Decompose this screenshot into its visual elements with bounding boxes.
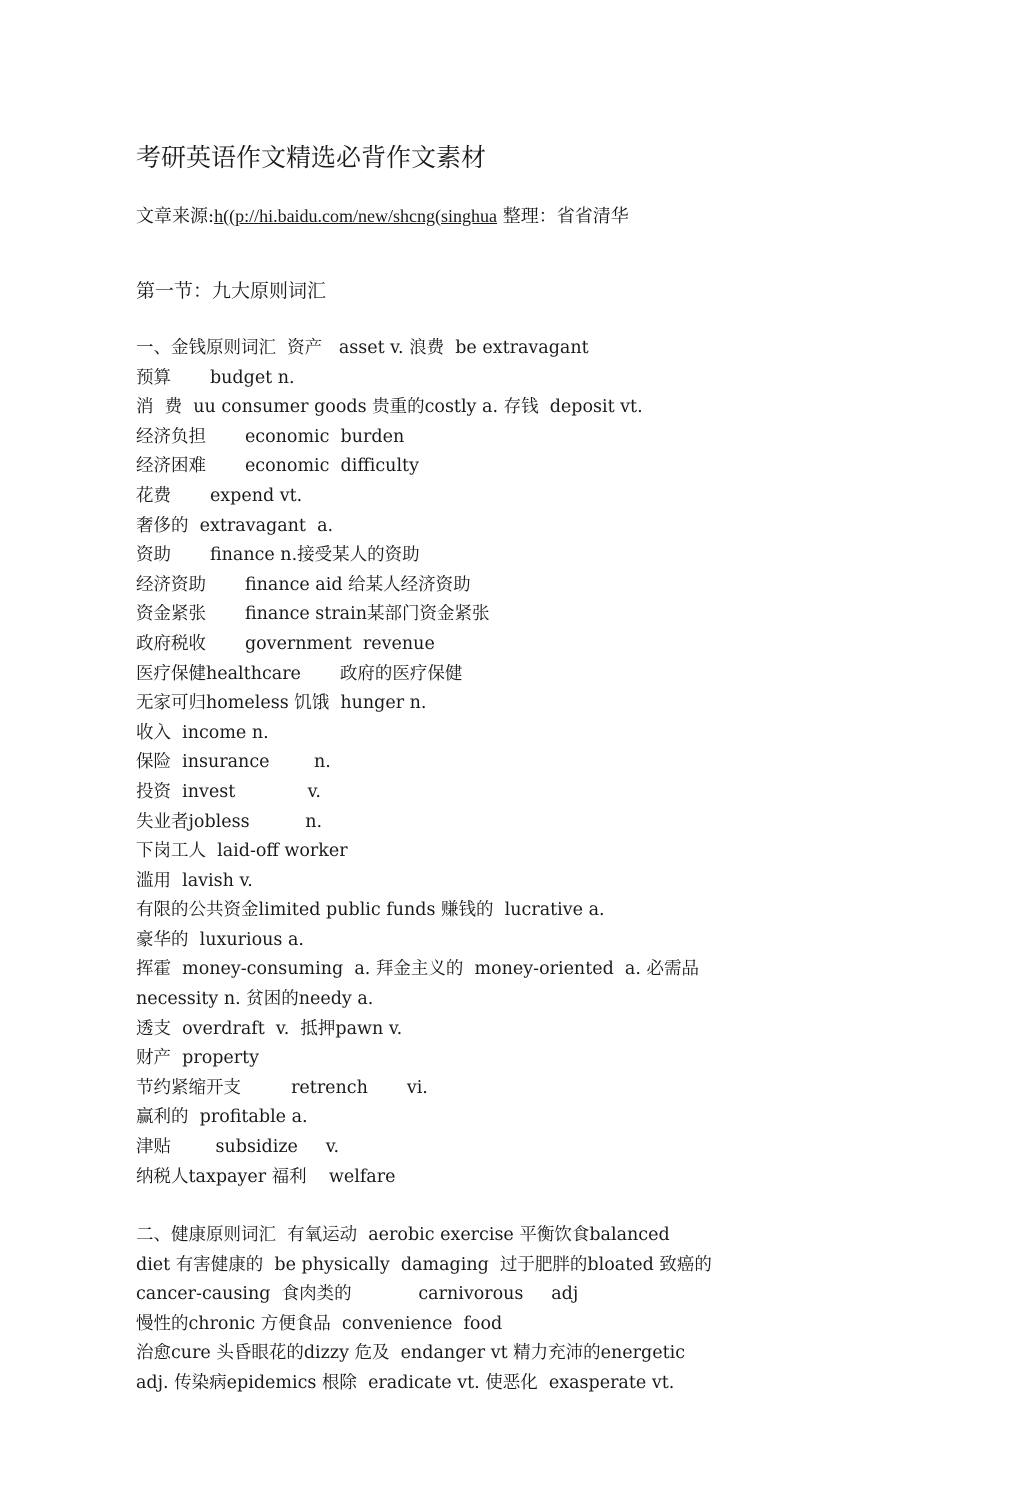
vocab-line: 下岗工人 laid-off worker [136, 841, 348, 862]
vocab-line: 治愈cure 头昏眼花的dizzy 危及 endanger vt 精力充沛的energetic [136, 1343, 686, 1364]
vocab-line: 政府税收 government revenue [136, 633, 435, 654]
health-vocabulary-block [136, 1221, 712, 1399]
vocab-line: cancer-causing 食肉类的 carnivorous adj [136, 1284, 579, 1305]
vocab-line: 投资 invest v. [136, 781, 321, 802]
vocab-line: 资助 finance n.接受某人的资助 [136, 545, 420, 566]
source-suffix: 整理：省省清华 [497, 206, 629, 227]
vocab-line: diet 有害健康的 be physically damaging 过于肥胖的bloated 致癌的 [136, 1254, 712, 1275]
source-link[interactable]: h((p://hi.baidu.com/new/shcng(singhua [214, 206, 498, 226]
vocab-line: 经济困难 economic difficulty [136, 456, 419, 477]
page-title: 考研英语作文精选必背作文素材 [136, 143, 487, 172]
vocab-line: 纳税人taxpayer 福利 welfare [136, 1166, 396, 1187]
vocab-line: 透支 overdraft v. 抵押pawn v. [136, 1018, 403, 1039]
vocab-line: 医疗保健healthcare 政府的医疗保健 [136, 663, 463, 684]
vocab-line: 滥用 lavish v. [136, 870, 253, 891]
vocab-line: 收入 income n. [136, 722, 269, 743]
vocab-line: 经济资助 finance aid 给某人经济资助 [136, 574, 471, 595]
vocab-line: 赢利的 profitable a. [136, 1107, 308, 1128]
vocab-line: 财产 property [136, 1048, 260, 1069]
vocab-line: 保险 insurance n. [136, 752, 331, 773]
vocab-line: 资金紧张 finance strain某部门资金紧张 [136, 604, 490, 625]
vocab-line: 失业者jobless n. [136, 811, 323, 832]
vocab-line: 节约紧缩开支 retrench vi. [136, 1077, 428, 1098]
money-vocabulary-block [136, 334, 699, 1192]
source-line [136, 202, 629, 228]
vocab-line: 慢性的chronic 方便食品 convenience food [136, 1313, 503, 1334]
vocab-line: 花费 expend vt. [136, 485, 303, 506]
vocab-line: 预算 budget n. [136, 367, 295, 388]
vocab-line: 挥霍 money-consuming a. 拜金主义的 money-oriented a. 必需品 [136, 959, 699, 980]
vocab-line: adj. 传染病epidemics 根除 eradicate vt. 使恶化 exasperate vt. [136, 1372, 675, 1393]
vocab-line: 无家可归homeless 饥饿 hunger n. [136, 693, 427, 714]
vocab-line: 奢侈的 extravagant a. [136, 515, 334, 536]
vocab-line: necessity n. 贫困的needy a. [136, 989, 374, 1010]
vocab-line: 经济负担 economic burden [136, 426, 405, 447]
source-prefix: 文章来源: [136, 206, 215, 227]
vocab-line: 消 费 uu consumer goods 贵重的costly a. 存钱 deposit vt. [136, 397, 643, 418]
vocab-line: 津贴 subsidize v. [136, 1137, 340, 1158]
vocab-line: 有限的公共资金limited public funds 赚钱的 lucrative a. [136, 900, 605, 921]
vocab-line: 二、健康原则词汇 有氧运动 aerobic exercise 平衡饮食balanced [136, 1225, 670, 1245]
vocab-line: 豪华的 luxurious a. [136, 929, 304, 950]
section-heading: 第一节：九大原则词汇 [136, 280, 327, 302]
vocab-line: 一、金钱原则词汇 资产 asset v. 浪费 be extravagant [136, 338, 589, 358]
